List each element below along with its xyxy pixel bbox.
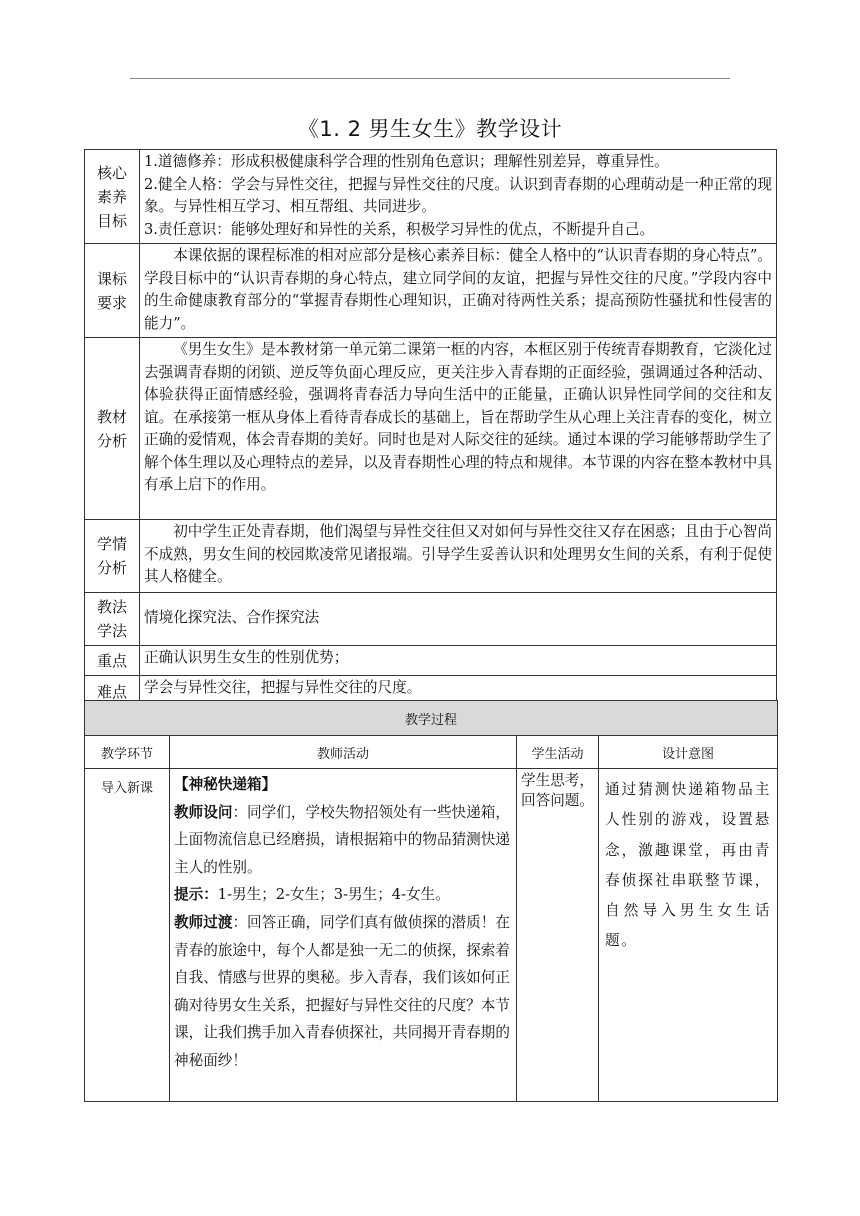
label-line: 学法 xyxy=(96,622,127,640)
label-core-literacy xyxy=(85,150,140,244)
activity-section-title: 【神秘快递箱】 xyxy=(174,776,277,793)
teacher-hint xyxy=(174,881,510,909)
lead-label: 教师过渡 xyxy=(174,913,233,931)
label-line: 教材 xyxy=(96,407,127,426)
label-line: 学情 xyxy=(96,535,127,553)
row-core-literacy xyxy=(85,150,777,244)
curriculum-content xyxy=(140,244,777,338)
textbook-content xyxy=(140,338,777,520)
lead-label: 教师设问 xyxy=(174,803,233,821)
lead-text: ：回答正确，同学们真有做侦探的潜质！在青春的旅途中，每个人都是独一无二的侦探，探索着自我、情感与世界的奥秘。步入青春，我们该如何正确对待男女生关系，把握好与异性交往的尺度？本节课，让我们携手加入青春侦探社，共同揭开青春期的神秘面纱！ xyxy=(174,913,510,1069)
label-line: 分析 xyxy=(96,431,127,450)
student-analysis-content xyxy=(140,520,777,593)
row-methods xyxy=(85,593,777,646)
lead-text: ：同学们，学校失物招领处有一些快递箱，上面物流信息已经磨损，请根据箱中的物品猜测快递主人的性别。 xyxy=(174,803,510,876)
label-curriculum xyxy=(85,244,140,338)
label-line: 核心 xyxy=(96,163,127,182)
row-key-point xyxy=(85,646,777,676)
stage-cell: 导入新课 xyxy=(85,769,170,1102)
label-line: 重点 xyxy=(96,651,127,670)
difficulty-text: 学会与异性交往，把握与异性交往的尺度。 xyxy=(144,679,422,696)
row-textbook xyxy=(85,338,777,520)
key-point-text: 正确认识男生女生的性别优势； xyxy=(144,649,349,666)
goal-personality: 2.健全人格：学会与异性交往，把握与异性交往的尺度。认识到青春期的心理萌动是一种正常的现象。与异性相互学习、相互帮组、共同进步。 xyxy=(144,175,772,215)
process-column-headers xyxy=(85,736,778,769)
label-line: 难点 xyxy=(96,682,127,701)
document-title: 《1. 2 男生女生》教学设计 xyxy=(297,117,563,141)
goal-responsibility: 3.责任意识：能够处理好和异性的关系，积极学习异性的优点，不断提升自己。 xyxy=(144,220,655,238)
key-point-content xyxy=(140,646,777,676)
process-row-intro xyxy=(85,769,778,1102)
column-header: 设计意图 xyxy=(599,736,778,769)
label-line: 素养 xyxy=(96,187,127,206)
column-header: 教学环节 xyxy=(85,736,170,769)
row-student-analysis xyxy=(85,520,777,593)
teacher-question xyxy=(174,799,510,882)
overview-table xyxy=(84,149,777,708)
label-key-point xyxy=(85,646,140,676)
methods-content xyxy=(140,593,777,646)
column-header: 学生活动 xyxy=(517,736,599,769)
header-rule xyxy=(130,78,730,79)
lead-text: 1-男生；2-女生；3-男生；4-女生。 xyxy=(217,886,450,904)
label-line: 要求 xyxy=(96,293,127,312)
textbook-paragraph: 《男生女生》是本教材第一单元第二课第一框的内容，本框区别于传统青春期教育，它淡化过去强调青春期的闭锁、逆反等负面心理反应，更关注步入青春期的正面经验，强调通过各种活动、体验获得正面情感经验，强调将青春活力导向生活中的正能量，正确认识异性同学间的交往和友谊。在承接第一框从身体上看待青春成长的基础上，旨在帮助学生从心理上关注青春的变化，树立正确的爱情观，体会青春期的美好。同时也是对人际交往的延续。通过本课的学习能够帮助学生了解个体生理以及心理特点的差异，以及青春期性心理的特点和规律。本节课的内容在整本教材中具有承上启下的作用。 xyxy=(144,341,772,493)
label-line: 课标 xyxy=(96,269,127,288)
label-line: 分析 xyxy=(96,559,127,577)
teacher-transition xyxy=(174,909,510,1075)
student-analysis-paragraph: 初中学生正处青春期，他们渴望与异性交往但又对如何与异性交往又存在困惑；且由于心智尚不成熟，男女生间的校园欺凌常见诸报端。引导学生妥善认识和处理男女生间的关系，有利于促使其人格健全。 xyxy=(144,523,772,585)
curriculum-paragraph: 本课依据的课程标准的相对应部分是核心素养目标：健全人格中的“认识青春期的身心特点”。学段目标中的“认识青春期的身心特点，建立同学间的友谊，把握与异性交往的尺度。”学段内容中的生命健康教育部分的“掌握青春期性心理知识，正确对待两性关系；提高预防性骚扰和性侵害的能力”。 xyxy=(144,247,772,332)
column-header: 教师活动 xyxy=(170,736,517,769)
core-literacy-content xyxy=(140,150,777,244)
methods-text: 情境化探究法、合作探究法 xyxy=(144,609,320,627)
lead-label: 提示： xyxy=(174,886,218,904)
label-methods xyxy=(85,593,140,646)
row-curriculum xyxy=(85,244,777,338)
process-table xyxy=(84,700,778,1102)
label-line: 目标 xyxy=(96,211,127,230)
design-intent-cell: 通过猜测快递箱物品主人性别的游戏，设置悬念，激趣课堂，再由青春侦探社串联整节课，自然导入男生女生话题。 xyxy=(599,769,778,1102)
label-textbook xyxy=(85,338,140,520)
process-band-title: 教学过程 xyxy=(85,701,778,736)
teacher-activity-cell xyxy=(170,769,517,1102)
goal-moral: 1.道德修养：形成积极健康科学合理的性别角色意识；理解性别差异，尊重异性。 xyxy=(144,153,669,170)
label-line: 教法 xyxy=(96,598,127,616)
student-activity-cell: 学生思考，回答问题。 xyxy=(517,769,599,1102)
label-student-analysis xyxy=(85,520,140,593)
